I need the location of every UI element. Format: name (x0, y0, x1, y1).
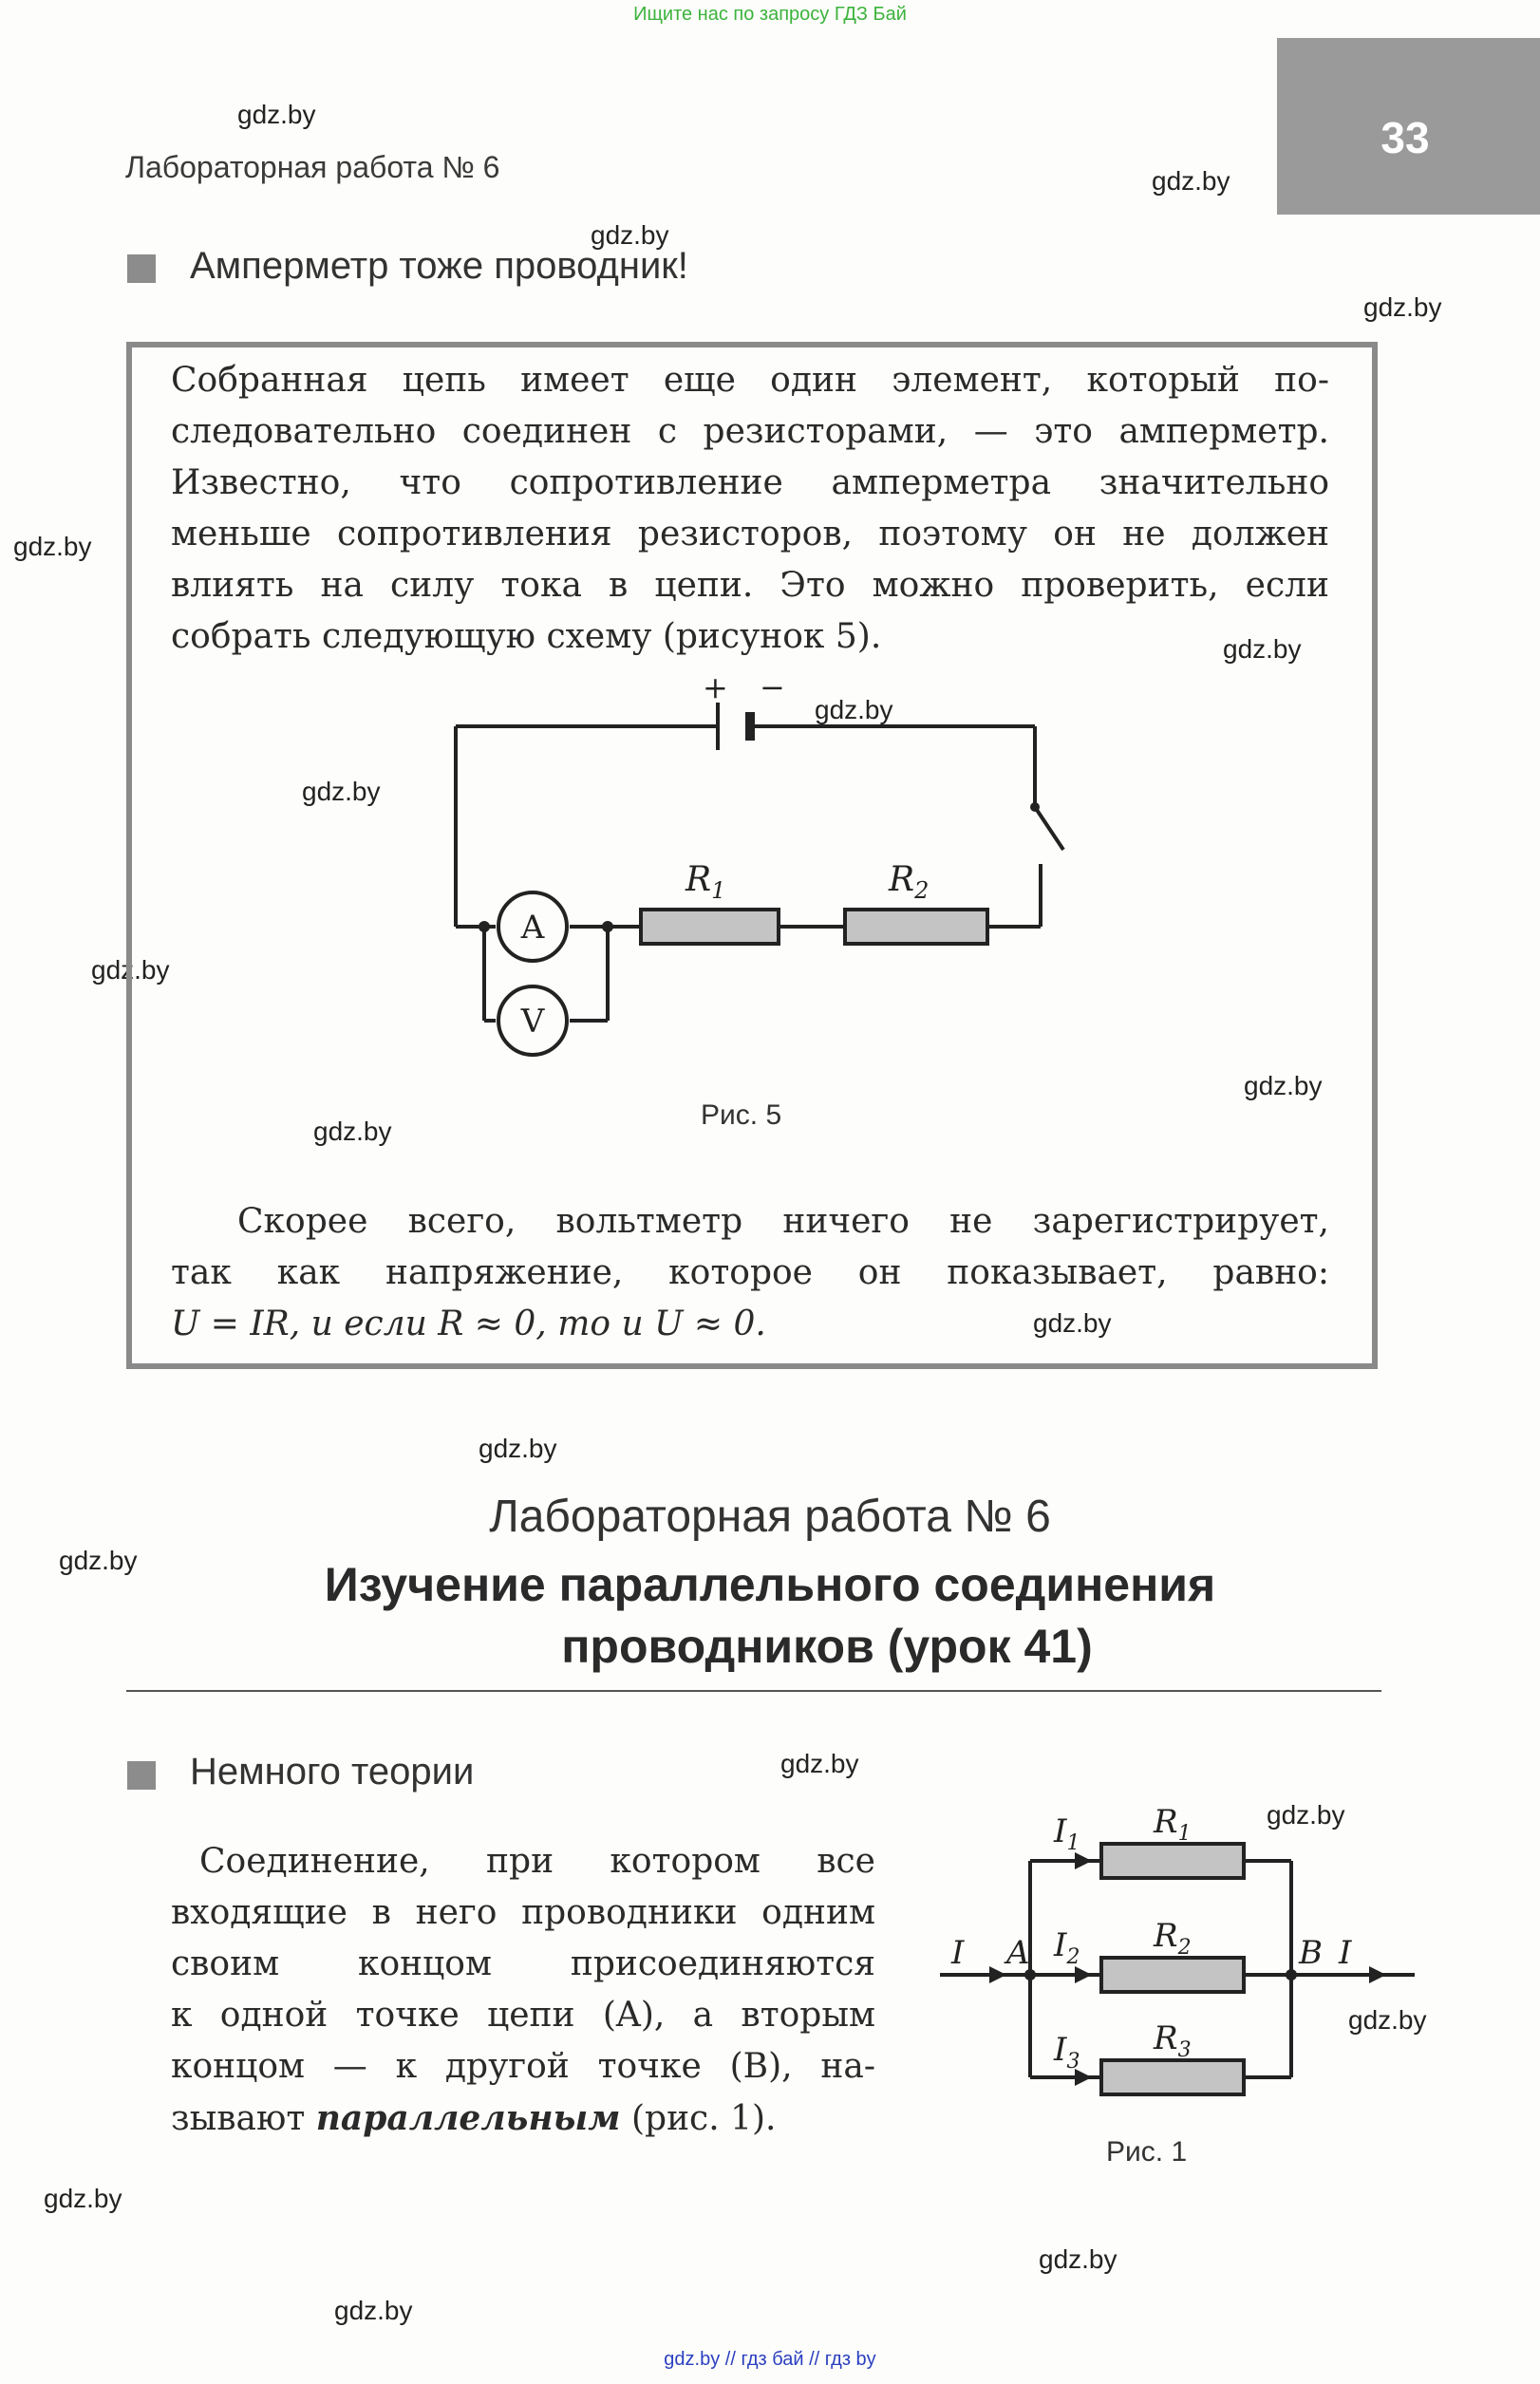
text-line: Известно, что сопротивление амперметра значительно (171, 463, 1329, 502)
section-bullet-icon (127, 254, 156, 283)
text-line: Скорее всего, вольтметр ничего не зарегистрирует, (237, 1202, 1329, 1241)
watermark: gdz.by (1033, 1308, 1112, 1338)
watermark: gdz.by (334, 2296, 413, 2325)
formula-line: U = IR, и если R ≈ 0, то и U ≈ 0. (171, 1305, 766, 1343)
node-b-dot (1286, 1969, 1297, 1980)
watermark: gdz.by (59, 1546, 138, 1575)
resistor-r1 (641, 910, 779, 944)
top-banner[interactable]: Ищите нас по запросу ГДЗ Бай (633, 4, 907, 25)
lab-title-line1: Изучение параллельного соединения (324, 1558, 1216, 1611)
title-divider (126, 1690, 1381, 1692)
section-title-theory: Немного теории (190, 1751, 475, 1793)
battery-plus: + (703, 669, 728, 705)
switch-contact (1030, 802, 1040, 812)
watermark: gdz.by (591, 220, 669, 250)
voltmeter-paragraph (171, 1196, 1329, 1350)
ammeter-paragraph (171, 355, 1329, 663)
watermark: gdz.by (13, 532, 92, 561)
watermark: gdz.by (302, 777, 381, 806)
battery-minus: − (760, 669, 785, 705)
watermark: gdz.by (479, 1434, 557, 1463)
section-title-ammeter: Амперметр тоже проводник! (190, 245, 688, 287)
theory-paragraph (171, 1836, 875, 2145)
text-line: так как напряжение, которое он показывает, равно: (171, 1253, 1329, 1292)
bottom-banner[interactable]: gdz.by // гдз бай // гдз by (664, 2349, 876, 2370)
arrow-icon (1369, 1966, 1386, 1983)
node-a-label: A (1006, 1934, 1030, 1972)
figure-5-caption: Рис. 5 (701, 1099, 782, 1131)
watermark: gdz.by (44, 2184, 122, 2213)
watermark: gdz.by (1363, 292, 1442, 322)
watermark: gdz.by (1152, 166, 1230, 196)
node-b-label: B (1299, 1934, 1323, 1972)
watermark: gdz.by (1348, 2005, 1427, 2035)
voltmeter-label: V (520, 1003, 545, 1041)
resistor-r2 (1101, 1958, 1244, 1992)
ammeter-label: A (520, 909, 545, 947)
current-out-label: I (1339, 1934, 1352, 1972)
junction-dot (602, 921, 613, 932)
watermark: gdz.by (1039, 2244, 1117, 2274)
i2-label: $I_2$ (1054, 1926, 1080, 1969)
page-number: 33 (1380, 113, 1430, 162)
r1-label: $R_1$ (1154, 1803, 1192, 1846)
r2-label: $R_2$ (1154, 1917, 1192, 1960)
watermark: gdz.by (313, 1117, 392, 1146)
r1-label: $R_1$ (685, 860, 726, 904)
text-line: собрать следующую схему (рисунок 5). (171, 617, 882, 656)
text-line: зывают параллельным (рис. 1). (171, 2098, 777, 2138)
watermark: gdz.by (780, 1749, 859, 1778)
resistor-r1 (1101, 1844, 1244, 1878)
switch-icon (1035, 807, 1063, 850)
text-line: влиять на силу тока в цепи. Это можно проверить, если (171, 566, 1329, 605)
lab-label: Лабораторная работа № 6 (489, 1492, 1051, 1542)
arrow-icon (989, 1966, 1006, 1983)
figure-1-parallel-circuit (940, 1785, 1434, 2146)
text-line: к одной точке цепи (A), а вторым (171, 1996, 875, 2035)
junction-dot (479, 921, 490, 932)
i1-label: $I_1$ (1054, 1812, 1080, 1855)
watermark: gdz.by (1267, 1800, 1345, 1830)
r2-label: $R_2$ (889, 860, 930, 904)
term-parallel: параллельным (315, 2098, 621, 2138)
r3-label: $R_3$ (1154, 2019, 1192, 2062)
figure-1-caption: Рис. 1 (1106, 2136, 1188, 2168)
watermark: gdz.by (1244, 1071, 1323, 1100)
section-bullet-icon (127, 1761, 156, 1790)
resistor-r3 (1101, 2060, 1244, 2094)
watermark: gdz.by (237, 100, 316, 129)
figure-5-circuit (437, 665, 1139, 1063)
text-line: входящие в него проводники одним (171, 1893, 875, 1932)
resistor-r2 (845, 910, 987, 944)
watermark: gdz.by (1223, 634, 1302, 664)
text-line: меньше сопротивления резисторов, поэтому он не должен (171, 515, 1329, 554)
text-line: своим концом присоединяются (171, 1944, 875, 1983)
lab-title-line2: проводников (урок 41) (561, 1620, 1093, 1673)
i3-label: $I_3$ (1054, 2031, 1080, 2074)
text-line: следовательно соединен с резисторами, — это амперметр. (171, 412, 1329, 451)
current-label: I (951, 1934, 965, 1972)
watermark: gdz.by (91, 955, 170, 985)
running-head: Лабораторная работа № 6 (125, 150, 500, 184)
text-line: концом — к другой точке (B), на- (171, 2047, 875, 2086)
text-line: Собранная цепь имеет еще один элемент, который по- (171, 361, 1329, 400)
text-line: Соединение, при котором все (199, 1842, 875, 1881)
watermark: gdz.by (815, 695, 893, 724)
